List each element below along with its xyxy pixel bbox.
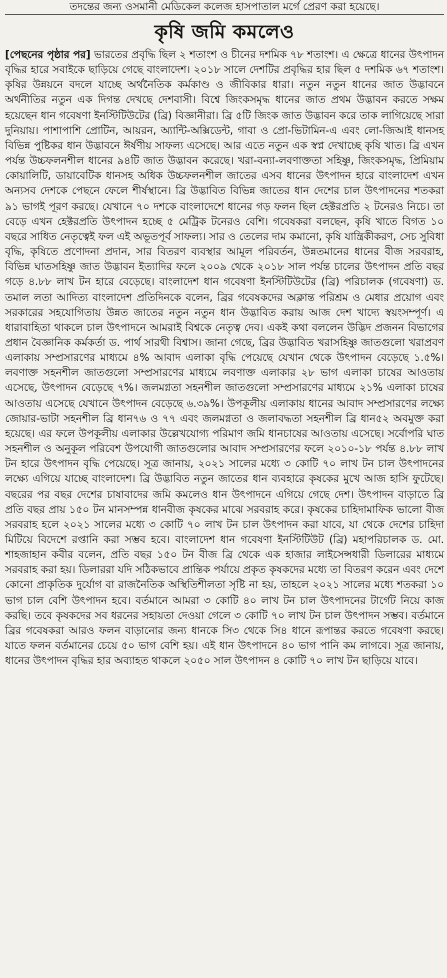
previous-story-tail: তদন্তের জন্য ওসমানী মেডিকেল কলেজ হাসপাতাল মর্গে প্রেরণ করা হয়েছে। — [69, 1, 380, 13]
article-text: ভারতের প্রবৃদ্ধি ছিল ২ শতাংশ ও চীনের দশমিক ৭৮ শতাংশ। এ ক্ষেত্রে ধানের উৎপাদন বৃদ্ধির হারে সবাইকে ছাড়িয়ে গেছে বাংলাদেশ। ২০১৮ সালে দেশটির প্রবৃদ্ধির হার ছিল ৫ দশমিক ৬৭ শতাংশ। কৃষির উন্নয়নে বদলে যাচ্ছে অর্থনৈতিক কর্মকাণ্ড ও জীবিকার ধারা। নতুন নতুন ধানের জাত উদ্ভাবনে অর্থনীতির নতুন এক দিগন্ত দেখছে দেশবাসী। বিশ্বে জিংকসমৃদ্ধ ধানের জাত প্রথম উদ্ভাবন করতে সক্ষম হয়েছেন ধান গবেষণা ইনস্টিটিউটের (ব্রি) বিজ্ঞানীরা। ব্রি ৫টি জিংক জাত উদ্ভাবন করে তাক লাগিয়েছে সারা দুনিয়ায়। পাশাপাশি প্রোটিন, আয়রন, অ্যান্টি-অক্সিডেন্ট, গাবা ও প্রো-ভিটামিন-এ এবং লো-জিআই ধানসহ বিভিন্ন পুষ্টিকর ধান উদ্ভাবনে ঈর্ষণীয় সাফল্য এসেছে। আর এতে নতুন এক স্বপ্ন দেখাচ্ছে কৃষি খাত। ব্রি এখন পর্যন্ত উচ্চফলনশীল ধানের ৯৪টি জাত উদ্ভাবন করেছে। খরা-বন্যা-লবণাক্ততা সহিষ্ণু, জিংকসমৃদ্ধ, প্রিমিয়াম কোয়ালিটি, ডায়াবেটিক ধানসহ অধিক উচ্চফলনশীল জাতের এসব ধানের উৎপাদন হারে বাংলাদেশ এখন অন্যসব দেশকে পেছনে ফেলে শীর্ষস্থানে। ব্রি উদ্ভাবিত বিভিন্ন জাতের ধান দেশের চাল উৎপাদনের শতকরা ৯১ ভাগই পূরণ করছে। যেখানে ৭০ দশকে বাংলাদেশে ধানের গড় ফলন ছিল হেক্টরপ্রতি ২ টনেরও নিচে। তা বেড়ে এখন হেক্টরপ্রতি উৎপাদন হচ্ছে ৫ মেট্রিক টনেরও বেশি। গবেষকরা বলছেন, কৃষি খাতে বিগত ১০ বছরে সাধিত নেতৃত্বেই ফল এই অভূতপূর্ব সাফল্য। সার ও তেলের দাম কমানো, কৃষি যান্ত্রিকীকরণ, সেচ সুবিধা বৃদ্ধি, কৃষিতে প্রণোদনা প্রদান, সার বিতরণ ব্যবস্থার আমূল পরিবর্তন, উন্নতমানের ধানের বীজ সরবরাহ, বিভিন্ন ঘাতসহিষ্ণু জাত উদ্ভাবন ইত্যাদির ফলে ২০০৯ থেকে ২০১৮ সাল পর্যন্ত চালের উৎপাদন প্রতি বছর গড়ে ৪.৮৮ লাখ টন হারে বেড়েছে। বাংলাদেশ ধান গবেষণা ইনস্টিটিউটের (ব্রি) পরিচালক (গবেষণা) ড. তমাল লতা আদিত্য বাংলাদেশ প্রতিদিনকে বলেন, ব্রির গবেষকদের অক্লান্ত পরিশ্রম ও মেধার প্রয়োগ এবং সরকারের সহযোগিতায় উন্নত জাতের নতুন নতুন ধান উদ্ভাবিত করায় আজ দেশ খাদ্যে স্বয়ংসম্পূর্ণ। এ ধারাবাহিতা থাকলে চাল উৎপাদনে আমরাই বিশ্বকে নেতৃত্ব দেব। একই কথা বললেন উদ্ভিদ প্রজনন বিভাগের প্রধান বৈজ্ঞানিক কর্মকর্তা ড. পার্থ সারথী বিশ্বাস। জানা গেছে, ব্রির উদ্ভাবিত খরাসহিষ্ণু জাতগুলো খরাপ্রবণ এলাকায় সম্প্রসারণের মাধ্যমে ৪% আবাদ এলাকা বৃদ্ধি পেয়েছে যেখান থেকে উৎপাদন বেড়েছে ১.৫%। লবণাক্ত সহনশীল জাতগুলো সম্প্রসারণের মাধ্যমে লবণাক্ত এলাকার ২৮ ভাগ এলাকা চাষের আওতায় এসেছে, উৎপাদন বেড়েছে ৭%। জলমগ্নতা সহনশীল জাতগুলো সম্প্রসারণের মাধ্যমে ২১% এলাকা চাষের আওতায় এসেছে যেখানে উৎপাদন বেড়েছে ৬.৩৯%। উপকূলীয় এলাকায় ধানের আবাদ সম্প্রসারণের লক্ষ্যে জোয়ার-ভাটা সহনশীল ব্রি ধান৭৬ ও ৭৭ এবং জলমগ্নতা ও জলাবদ্ধতা সহনশীল ব্রি ধান৫২ অবমুক্ত করা হয়েছে। এর ফলে উপকূলীয় এলাকার উল্লেখযোগ্য পরিমাণ জমি ধানচাষের আওতায় এসেছে। সর্বোপরি ঘাত সহনশীল ও অনুকূল পরিবেশ উপযোগী জাতগুলোর আবাদ সম্প্রসারণের ফলে ২০১০-১৮ পর্যন্ত ৪.৮৮ লাখ টন হারে উৎপাদন বৃদ্ধি পেয়েছে। সূত্র জানায়, ২০২১ সালের মধ্যে ৩ কোটি ৭০ লাখ টন চাল উৎপাদনের লক্ষ্যে এগিয়ে যাচ্ছে বাংলাদেশ। ব্রি উদ্ভাবিত নতুন জাতের ধান ব্যবহারে কৃষকের মুখে আজ হাসি ফুটেছে। বছরের পর বছর দেশের চাষাবাদের জমি কমলেও ধান উৎপাদনে এগিয়ে গেছে দেশ। উৎপাদন বাড়াতে ব্রি প্রতি বছর প্রায় ১৫০ টন মানসম্পন্ন ধানবীজ কৃষকের মাঝে সরবরাহ করে। কৃষকের চাহিদামাফিক ভালো বীজ সরবরাহ হলে ২০২১ সালের মধ্যে ৩ কোটি ৭০ লাখ টন চাল উৎপাদন করা যাবে, যা থেকে দেশের চাহিদা মিটিয়ে বিদেশে রপ্তানি করা সম্ভব হবে। বাংলাদেশ ধান গবেষণা ইনস্টিটিউট (ব্রি) মহাপরিচালক ড. মো. শাহজাহান কবীর বলেন, প্রতি বছর ১৫০ টন বীজ ব্রি থেকে এক হাজার লাইসেন্সধারী ডিলারের মাধ্যমে সরবরাহ করা হয়। ডিলাররা যদি সঠিকভাবে প্রান্তিক পর্যায়ে প্রকৃত কৃষকদের মধ্যে তা বিতরণ করেন এবং দেশে কোনো প্রাকৃতিক দুর্যোগ বা রাজনৈতিক অস্থিতিশীলতা সৃষ্টি না হয়, তাহলে ২০২১ সালের মধ্যে শতকরা ১০ ভাগ চাল বেশি উৎপাদন হবে। বর্তমানে আমরা ৩ কোটি ৪০ লাখ টন চাল উৎপাদনের টার্গেট নিয়ে কাজ করছি। তবে কৃষকদের সব ধরনের সহায়তা দেওয়া গেলে ৩ কোটি ৭০ লাখ টন চাল উৎপাদন সম্ভব। বর্তমানে ব্রির গবেষকরা আরও ফলন বাড়ানোর জন্য ধানকে সি৩ থেকে সি৪ ধানে রূপান্তর করতে গবেষণা করছে। যাতে ফলন বর্তমানের চেয়ে ৫০ ভাগ বেশি হয়। এই ধান উৎপাদনে ৪০ ভাগ পানি কম লাগবে। সূত্র জানায়, ধানের উৎপাদন বৃদ্ধির হার অব্যাহত থাকলে ২০৫০ সাল উৎপাদন ৪ কোটি ৭০ লাখ টন ছাড়িয়ে যাবে। — [5, 49, 444, 668]
divider-rule — [5, 14, 444, 15]
article-body — [5, 48, 444, 669]
headline: কৃষি জমি কমলেও — [154, 21, 295, 43]
continuation-tag: [পেছনের পৃষ্ঠার পর] — [5, 49, 91, 61]
